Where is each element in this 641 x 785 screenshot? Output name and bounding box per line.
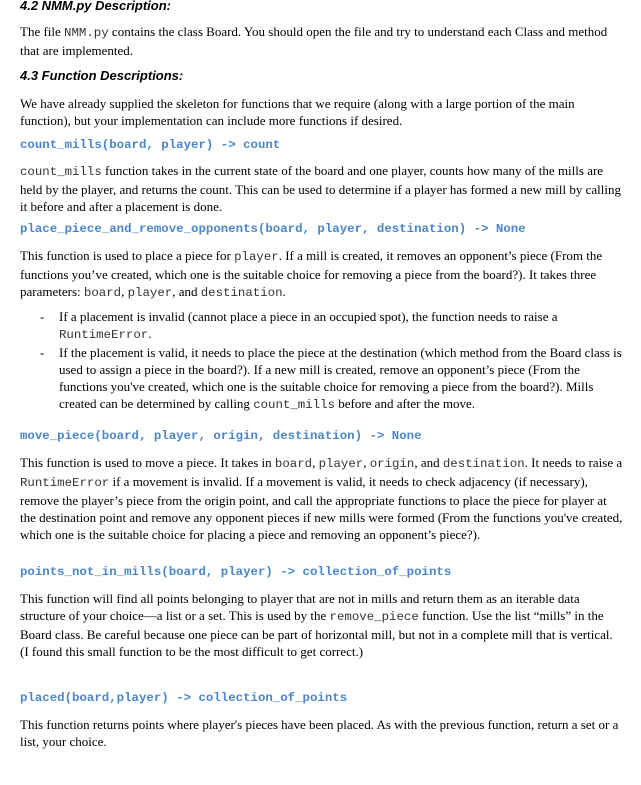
inline-code: NMM.py [64,26,109,40]
place-piece-description: This function is used to place a piece for player. If a mill is created, it removes an opponent’s piece (From the functions you’ve created, which one is the suitable choice for removing a piece from the board?). It takes three parameters: board, player, and destination. [20,248,603,300]
inline-code: board [83,286,122,300]
intro-paragraph: We have already supplied the skeleton for functions that we require (along with a large portion of the main function), but your implementation can include more functions if desired. [20,96,575,128]
move-piece-description: This function is used to move a piece. It takes in board, player, origin, and destination. It needs to raise a RuntimeError if a movement is invalid. If a movement is valid, it needs to check adjacency (if necessary), remove the player’s piece from the origin point, and call the appropriate functions to place the piece for player at the destination point and remove any opponent pieces if new mills were formed (From the functions you've created, which one is the suitable choice for placing a piece and removing an opponent’s piece?). [20,455,623,542]
placed-description: This function returns points where player's pieces have been placed. As with the previous function, return a set or a list, your choice. [20,717,619,749]
points-not-in-mills-description: This function will find all points belonging to player that are not in mills and return them as an iterable data structure of your choice—a list or a set. This is used by the remove_piece function. Use the list “mills” in the Board class. Be careful because one piece can be part of horizontal mill, but not in a complete mill that is vertical. (I found this small function to be the most difficult to get correct.) [20,591,613,659]
inline-code: origin [369,457,415,471]
count-mills-description: count_mills function takes in the current state of the board and one player, counts how many of the mills are held by the player, and returns the count. This can be used to determine if a player has formed a new mill by calling it before and after a placement is done. [20,163,622,214]
inline-code: player [234,250,279,264]
inline-code: destination [442,457,525,471]
inline-code: board [274,457,313,471]
section-heading-4-2: 4.2 NMM.py Description: [20,0,171,13]
inline-code: count_mills [20,165,102,179]
bullet-item: - If a placement is invalid (cannot place a piece in an occupied spot), the function needs to raise a RuntimeError. [40,309,558,342]
inline-code: player [318,457,364,471]
inline-code: RuntimeError [59,328,149,342]
place-piece-bullets [40,308,622,414]
inline-code: destination [200,286,283,300]
section-heading-4-3: 4.3 Function Descriptions: [20,68,184,83]
inline-code: count_mills [253,398,335,412]
inline-code: player [127,286,173,300]
inline-code: RuntimeError [20,476,110,490]
count-mills-signature: count_mills(board, player) -> count [20,138,281,152]
bullet-item: - If the placement is valid, it needs to place the piece at the destination (which method from the Board class is used to assign a piece in the board?). If a new mill is created, remove an opponent’s piece (From the functions you've created, which one is the suitable choice for removing a piece from the board?). Mills created can be determined by calling count_mills before and after the move. [40,345,622,412]
move-piece-signature: move_piece(board, player, origin, destination) -> None [20,429,422,443]
nmm-file-paragraph: The file NMM.py contains the class Board. You should open the file and try to understand each Class and method that are implemented. [20,24,608,58]
inline-code: remove_piece [329,610,419,624]
place-piece-signature: place_piece_and_remove_opponents(board, player, destination) -> None [20,222,526,236]
points-not-in-mills-signature: points_not_in_mills(board, player) -> collection_of_points [20,565,452,579]
placed-signature: placed(board,player) -> collection_of_points [20,691,348,705]
